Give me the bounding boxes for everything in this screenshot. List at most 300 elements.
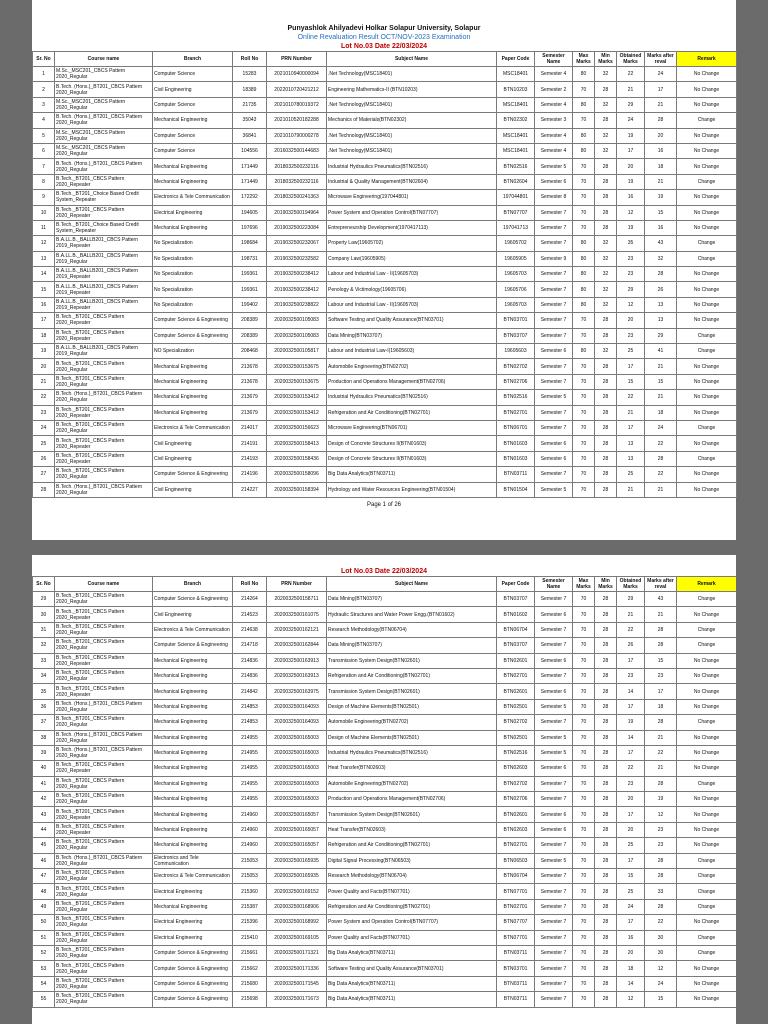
cell-sr-no: 8	[33, 174, 55, 189]
cell-obtained-marks: 17	[617, 143, 645, 158]
cell-max-marks: 70	[573, 467, 595, 482]
cell-prn-number: 2018032500241363	[267, 190, 327, 205]
cell-min-marks: 32	[595, 128, 617, 143]
cell-subject-name: Big Data Analytics(BTN03711)	[327, 976, 497, 991]
cell-sr-no: 42	[33, 792, 55, 807]
cell-semester-name: Semester 6	[535, 653, 573, 668]
column-header-prn-number: PRN Number	[267, 52, 327, 67]
cell-semester-name: Semester 7	[535, 592, 573, 607]
cell-marks-after-reval: 18	[645, 159, 677, 174]
cell-semester-name: Semester 7	[535, 668, 573, 683]
cell-obtained-marks: 35	[617, 236, 645, 251]
cell-min-marks: 28	[595, 822, 617, 837]
cell-marks-after-reval: 21	[645, 359, 677, 374]
cell-min-marks: 32	[595, 297, 617, 312]
cell-branch: Electrical Engineering	[153, 915, 233, 930]
cell-course-name: B.Tech._BT201_CBCS Pattern 2020_Regular	[55, 638, 153, 653]
column-header-min-marks: Min Marks	[595, 577, 617, 592]
cell-marks-after-reval: 23	[645, 668, 677, 683]
table-row	[33, 699, 737, 714]
cell-obtained-marks: 16	[617, 930, 645, 945]
cell-obtained-marks: 19	[617, 715, 645, 730]
cell-min-marks: 28	[595, 390, 617, 405]
cell-semester-name: Semester 5	[535, 745, 573, 760]
cell-marks-after-reval: 41	[645, 344, 677, 359]
cell-roll-no: 213678	[233, 374, 267, 389]
cell-remark: No Change	[677, 653, 737, 668]
cell-marks-after-reval: 18	[645, 405, 677, 420]
column-header-paper-code: Paper Code	[497, 52, 535, 67]
cell-max-marks: 80	[573, 297, 595, 312]
cell-min-marks: 28	[595, 807, 617, 822]
cell-branch: Computer Science & Engineering	[153, 961, 233, 976]
cell-branch: Mechanical Engineering	[153, 761, 233, 776]
table-row	[33, 961, 737, 976]
cell-prn-number: 2020032500158711	[267, 592, 327, 607]
cell-sr-no: 44	[33, 822, 55, 837]
cell-prn-number: 2021010940000094	[267, 67, 327, 82]
page-footer: Page 1 of 26	[366, 501, 402, 508]
cell-course-name: B.Tech. (Hons.)_BT201_CBCS Pattern 2020_Regular	[55, 390, 153, 405]
cell-min-marks: 28	[595, 420, 617, 435]
cell-prn-number: 2019032500232582	[267, 251, 327, 266]
cell-branch: Computer Science	[153, 128, 233, 143]
cell-course-name: B.Tech._BT201_CBCS Pattern 2020_Regular	[55, 715, 153, 730]
cell-course-name: B.Tech._BT201_CBCS Pattern 2020_Repeater	[55, 822, 153, 837]
cell-semester-name: Semester 7	[535, 236, 573, 251]
cell-marks-after-reval: 22	[645, 745, 677, 760]
results-table-body	[33, 592, 737, 1008]
table-row	[33, 251, 737, 266]
cell-obtained-marks: 17	[617, 359, 645, 374]
cell-sr-no: 10	[33, 205, 55, 220]
cell-branch: Mechanical Engineering	[153, 220, 233, 235]
cell-max-marks: 70	[573, 853, 595, 868]
cell-remark: No Change	[677, 915, 737, 930]
table-row	[33, 638, 737, 653]
cell-subject-name: .Net Technology(MSC18401)	[327, 67, 497, 82]
cell-branch: No Specialization	[153, 251, 233, 266]
cell-roll-no: 214227	[233, 482, 267, 497]
cell-min-marks: 28	[595, 869, 617, 884]
cell-course-name: B.Tech._BT201_CBCS Pattern 2020_Repeater	[55, 405, 153, 420]
cell-branch: Mechanical Engineering	[153, 653, 233, 668]
cell-course-name: B.Tech._BT201_CBCS Pattern 2020_Repeater	[55, 807, 153, 822]
cell-subject-name: Production and Operations Management(BTN02706)	[327, 792, 497, 807]
exam-title: Online Revaluation Result OCT/NOV-2023 Examination	[297, 34, 471, 41]
cell-paper-code: BTN01504	[497, 482, 535, 497]
cell-roll-no: 213678	[233, 359, 267, 374]
cell-marks-after-reval: 28	[645, 776, 677, 791]
cell-semester-name: Semester 9	[535, 251, 573, 266]
cell-prn-number: 2021010790000278	[267, 128, 327, 143]
table-row	[33, 745, 737, 760]
cell-course-name: B.Tech._BT201_CBCS Pattern 2020_Regular	[55, 374, 153, 389]
cell-course-name: B.A.LL.B._BALLB201_CBCS Pattern 2019_Repeater	[55, 236, 153, 251]
cell-sr-no: 18	[33, 328, 55, 343]
cell-remark: No Change	[677, 205, 737, 220]
cell-course-name: B.Tech._BT201_CBCS Pattern 2020_Repeater	[55, 436, 153, 451]
table-row	[33, 622, 737, 637]
cell-marks-after-reval: 20	[645, 128, 677, 143]
cell-remark: No Change	[677, 436, 737, 451]
cell-min-marks: 28	[595, 638, 617, 653]
cell-min-marks: 28	[595, 976, 617, 991]
cell-remark: Change	[677, 869, 737, 884]
cell-max-marks: 80	[573, 251, 595, 266]
cell-obtained-marks: 20	[617, 792, 645, 807]
table-row	[33, 653, 737, 668]
cell-subject-name: Labour and Industrial Law - II(19605703)	[327, 297, 497, 312]
cell-course-name: B.Tech._BT201_CBCS Pattern 2020_Regular	[55, 668, 153, 683]
cell-course-name: M.Sc._MSC201_CBCS Pattern 2020_Regular	[55, 97, 153, 112]
table-header-row	[33, 52, 737, 67]
cell-roll-no: 199361	[233, 267, 267, 282]
table-row	[33, 869, 737, 884]
cell-remark: No Change	[677, 699, 737, 714]
cell-roll-no: 214853	[233, 715, 267, 730]
cell-min-marks: 28	[595, 745, 617, 760]
cell-remark: No Change	[677, 822, 737, 837]
cell-sr-no: 4	[33, 113, 55, 128]
column-header-subject-name: Subject Name	[327, 52, 497, 67]
cell-subject-name: Hydrology and Water Resources Engineering(BTN01504)	[327, 482, 497, 497]
cell-min-marks: 28	[595, 792, 617, 807]
cell-remark: No Change	[677, 730, 737, 745]
cell-remark: Change	[677, 853, 737, 868]
cell-remark: Change	[677, 174, 737, 189]
table-row	[33, 267, 737, 282]
cell-paper-code: BTN07701	[497, 930, 535, 945]
cell-max-marks: 70	[573, 653, 595, 668]
cell-min-marks: 32	[595, 282, 617, 297]
cell-remark: Change	[677, 328, 737, 343]
cell-paper-code: BTN03711	[497, 976, 535, 991]
cell-course-name: B.Tech._BT201_CBCS Pattern 2020_Regular	[55, 915, 153, 930]
cell-min-marks: 28	[595, 961, 617, 976]
cell-semester-name: Semester 7	[535, 884, 573, 899]
cell-branch: No Specialization	[153, 267, 233, 282]
cell-roll-no: 214836	[233, 653, 267, 668]
cell-remark: No Change	[677, 297, 737, 312]
cell-marks-after-reval: 30	[645, 930, 677, 945]
cell-paper-code: BTN02706	[497, 792, 535, 807]
cell-min-marks: 28	[595, 715, 617, 730]
cell-remark: No Change	[677, 838, 737, 853]
cell-roll-no: 199361	[233, 282, 267, 297]
column-header-roll-no: Roll No	[233, 52, 267, 67]
cell-min-marks: 28	[595, 374, 617, 389]
cell-prn-number: 2020032500171336	[267, 961, 327, 976]
cell-prn-number: 2020032500169152	[267, 884, 327, 899]
cell-sr-no: 36	[33, 699, 55, 714]
cell-subject-name: Engineering Mathematics-II (BTN10203)	[327, 82, 497, 97]
column-header-course-name: Course name	[55, 52, 153, 67]
cell-semester-name: Semester 7	[535, 961, 573, 976]
cell-course-name: B.Tech._BT201_CBCS Pattern 2020_Repeater	[55, 607, 153, 622]
cell-remark: Change	[677, 451, 737, 466]
cell-semester-name: Semester 7	[535, 267, 573, 282]
cell-roll-no: 18389	[233, 82, 267, 97]
cell-semester-name: Semester 8	[535, 190, 573, 205]
cell-subject-name: Penology & Victimology(19605706)	[327, 282, 497, 297]
cell-subject-name: .Net Technology(MSC18401)	[327, 97, 497, 112]
cell-sr-no: 32	[33, 638, 55, 653]
table-row	[33, 128, 737, 143]
cell-marks-after-reval: 18	[645, 699, 677, 714]
cell-course-name: B.Tech._BT201_CBCS Pattern 2020_Regular	[55, 869, 153, 884]
table-row	[33, 451, 737, 466]
cell-remark: No Change	[677, 467, 737, 482]
cell-branch: No Specialization	[153, 297, 233, 312]
cell-semester-name: Semester 7	[535, 915, 573, 930]
cell-branch: Mechanical Engineering	[153, 405, 233, 420]
document-page-2	[32, 555, 736, 1024]
cell-branch: Computer Science & Engineering	[153, 992, 233, 1007]
cell-subject-name: Design of Machine Elements(BTN02501)	[327, 699, 497, 714]
cell-course-name: B.Tech. (Hons.)_BT201_CBCS Pattern 2020_Regular	[55, 113, 153, 128]
cell-marks-after-reval: 29	[645, 328, 677, 343]
cell-semester-name: Semester 7	[535, 945, 573, 960]
cell-paper-code: BTN06704	[497, 869, 535, 884]
cell-branch: Civil Engineering	[153, 607, 233, 622]
cell-obtained-marks: 22	[617, 761, 645, 776]
table-row	[33, 174, 737, 189]
cell-min-marks: 28	[595, 899, 617, 914]
cell-marks-after-reval: 21	[645, 730, 677, 745]
cell-course-name: B.Tech._BT201_CBCS Pattern 2020_Regular	[55, 961, 153, 976]
cell-min-marks: 28	[595, 436, 617, 451]
cell-subject-name: Power System and Operation Control(BTN07707)	[327, 915, 497, 930]
cell-max-marks: 70	[573, 884, 595, 899]
cell-obtained-marks: 15	[617, 374, 645, 389]
cell-subject-name: Production and Operations Management(BTN02706)	[327, 374, 497, 389]
cell-max-marks: 70	[573, 205, 595, 220]
cell-min-marks: 28	[595, 607, 617, 622]
table-row	[33, 715, 737, 730]
cell-branch: Electrical Engineering	[153, 930, 233, 945]
cell-semester-name: Semester 7	[535, 776, 573, 791]
cell-sr-no: 19	[33, 344, 55, 359]
cell-remark: No Change	[677, 961, 737, 976]
cell-sr-no: 21	[33, 374, 55, 389]
cell-subject-name: Design of Machine Elements(BTN02501)	[327, 730, 497, 745]
cell-remark: Change	[677, 622, 737, 637]
cell-sr-no: 38	[33, 730, 55, 745]
cell-obtained-marks: 29	[617, 97, 645, 112]
cell-course-name: B.Tech._BT201_CBCS Pattern 2020_Repeater	[55, 653, 153, 668]
cell-max-marks: 70	[573, 730, 595, 745]
cell-semester-name: Semester 7	[535, 420, 573, 435]
cell-semester-name: Semester 7	[535, 374, 573, 389]
cell-prn-number: 2020032500105083	[267, 313, 327, 328]
cell-subject-name: Research Methodology(BTN06704)	[327, 869, 497, 884]
cell-prn-number: 2020032500153412	[267, 405, 327, 420]
cell-prn-number: 2020032500158413	[267, 436, 327, 451]
cell-max-marks: 70	[573, 174, 595, 189]
table-row	[33, 190, 737, 205]
cell-remark: No Change	[677, 668, 737, 683]
cell-max-marks: 70	[573, 622, 595, 637]
cell-prn-number: 2022010720421212	[267, 82, 327, 97]
cell-subject-name: Data Mining(BTN03707)	[327, 638, 497, 653]
cell-obtained-marks: 21	[617, 82, 645, 97]
cell-paper-code: BTN03711	[497, 945, 535, 960]
table-row	[33, 420, 737, 435]
cell-subject-name: Software Testing and Quality Assurance(BTN03701)	[327, 961, 497, 976]
cell-roll-no: 214638	[233, 622, 267, 637]
cell-max-marks: 70	[573, 359, 595, 374]
cell-paper-code: BTN10203	[497, 82, 535, 97]
cell-semester-name: Semester 7	[535, 976, 573, 991]
cell-subject-name: Refrigeration and Air Conditioning(BTN02701)	[327, 899, 497, 914]
cell-paper-code: BTN02701	[497, 668, 535, 683]
cell-paper-code: 19605703	[497, 297, 535, 312]
cell-paper-code: BTN02516	[497, 159, 535, 174]
cell-paper-code: 19605706	[497, 282, 535, 297]
cell-min-marks: 28	[595, 761, 617, 776]
cell-remark: No Change	[677, 792, 737, 807]
cell-branch: Mechanical Engineering	[153, 715, 233, 730]
cell-course-name: M.Sc._MSC201_CBCS Pattern 2020_Regular	[55, 143, 153, 158]
cell-semester-name: Semester 7	[535, 405, 573, 420]
cell-marks-after-reval: 12	[645, 807, 677, 822]
cell-min-marks: 28	[595, 82, 617, 97]
cell-obtained-marks: 14	[617, 976, 645, 991]
cell-paper-code: 197041713	[497, 220, 535, 235]
cell-sr-no: 12	[33, 236, 55, 251]
cell-course-name: B.Tech._BT201_CBCS Pattern 2020_Repeater	[55, 174, 153, 189]
cell-remark: Change	[677, 420, 737, 435]
cell-semester-name: Semester 5	[535, 482, 573, 497]
cell-marks-after-reval: 22	[645, 915, 677, 930]
cell-max-marks: 70	[573, 159, 595, 174]
cell-prn-number: 2020032500153412	[267, 390, 327, 405]
cell-course-name: B.Tech. (Hons.)_BT201_CBCS Pattern 2020_Regular	[55, 159, 153, 174]
cell-branch: Mechanical Engineering	[153, 113, 233, 128]
cell-sr-no: 55	[33, 992, 55, 1007]
cell-remark: No Change	[677, 807, 737, 822]
cell-obtained-marks: 25	[617, 884, 645, 899]
cell-marks-after-reval: 15	[645, 205, 677, 220]
cell-marks-after-reval: 21	[645, 761, 677, 776]
cell-marks-after-reval: 15	[645, 653, 677, 668]
table-row	[33, 853, 737, 868]
cell-obtained-marks: 20	[617, 313, 645, 328]
cell-roll-no: 214955	[233, 776, 267, 791]
cell-sr-no: 5	[33, 128, 55, 143]
cell-marks-after-reval: 43	[645, 236, 677, 251]
cell-roll-no: 214193	[233, 451, 267, 466]
cell-semester-name: Semester 7	[535, 220, 573, 235]
cell-subject-name: Hydraulic Structures and Water Power Engg.(BTN01602)	[327, 607, 497, 622]
cell-sr-no: 28	[33, 482, 55, 497]
cell-marks-after-reval: 26	[645, 282, 677, 297]
cell-min-marks: 28	[595, 730, 617, 745]
cell-min-marks: 32	[595, 267, 617, 282]
cell-branch: Mechanical Engineering	[153, 730, 233, 745]
cell-marks-after-reval: 33	[645, 884, 677, 899]
cell-sr-no: 51	[33, 930, 55, 945]
cell-marks-after-reval: 12	[645, 961, 677, 976]
cell-subject-name: .Net Technology(MSC18401)	[327, 143, 497, 158]
cell-subject-name: Big Data Analytics(BTN03711)	[327, 945, 497, 960]
cell-subject-name: Transmission System Design(BTN02601)	[327, 807, 497, 822]
cell-remark: No Change	[677, 482, 737, 497]
cell-roll-no: 36841	[233, 128, 267, 143]
cell-obtained-marks: 24	[617, 113, 645, 128]
cell-max-marks: 70	[573, 899, 595, 914]
cell-branch: Mechanical Engineering	[153, 374, 233, 389]
table-row	[33, 838, 737, 853]
cell-paper-code: BTN01603	[497, 436, 535, 451]
page-header	[32, 0, 736, 51]
cell-marks-after-reval: 28	[645, 715, 677, 730]
cell-roll-no: 214955	[233, 745, 267, 760]
cell-min-marks: 28	[595, 467, 617, 482]
cell-subject-name: Automobile Engineering(BTN02702)	[327, 776, 497, 791]
cell-semester-name: Semester 7	[535, 838, 573, 853]
cell-branch: No Specialization	[153, 236, 233, 251]
cell-roll-no: 214955	[233, 761, 267, 776]
column-header-marks-after-reval: Marks after reval	[645, 577, 677, 592]
column-header-remark: Remark	[677, 52, 737, 67]
table-row	[33, 236, 737, 251]
cell-max-marks: 70	[573, 869, 595, 884]
cell-roll-no: 213679	[233, 405, 267, 420]
cell-semester-name: Semester 5	[535, 390, 573, 405]
cell-remark: No Change	[677, 745, 737, 760]
cell-prn-number: 2019032500223084	[267, 220, 327, 235]
cell-subject-name: Heat Transfer(BTN02603)	[327, 761, 497, 776]
cell-semester-name: Semester 4	[535, 97, 573, 112]
cell-paper-code: BTN02601	[497, 684, 535, 699]
cell-paper-code: BTN02702	[497, 715, 535, 730]
cell-sr-no: 16	[33, 297, 55, 312]
cell-roll-no: 215396	[233, 915, 267, 930]
cell-remark: No Change	[677, 761, 737, 776]
cell-obtained-marks: 15	[617, 869, 645, 884]
cell-prn-number: 2020032500158394	[267, 482, 327, 497]
table-row	[33, 761, 737, 776]
cell-max-marks: 70	[573, 961, 595, 976]
cell-semester-name: Semester 5	[535, 853, 573, 868]
cell-remark: No Change	[677, 390, 737, 405]
cell-branch: No Specialization	[153, 282, 233, 297]
cell-max-marks: 70	[573, 822, 595, 837]
cell-roll-no: 208468	[233, 344, 267, 359]
cell-sr-no: 15	[33, 282, 55, 297]
cell-subject-name: Big Data Analytics(BTN03711)	[327, 467, 497, 482]
cell-min-marks: 32	[595, 236, 617, 251]
cell-remark: Change	[677, 638, 737, 653]
cell-max-marks: 70	[573, 930, 595, 945]
cell-branch: Electronics & Tele Communication	[153, 622, 233, 637]
table-row	[33, 328, 737, 343]
cell-paper-code: MSC18401	[497, 67, 535, 82]
cell-obtained-marks: 17	[617, 420, 645, 435]
cell-roll-no: 214017	[233, 420, 267, 435]
cell-marks-after-reval: 24	[645, 67, 677, 82]
cell-prn-number: 2020032500162844	[267, 638, 327, 653]
cell-roll-no: 215680	[233, 976, 267, 991]
cell-obtained-marks: 19	[617, 128, 645, 143]
cell-sr-no: 35	[33, 684, 55, 699]
cell-subject-name: Research Methodology(BTN06704)	[327, 622, 497, 637]
cell-roll-no: 214718	[233, 638, 267, 653]
cell-sr-no: 7	[33, 159, 55, 174]
cell-subject-name: Automobile Engineering(BTN02702)	[327, 715, 497, 730]
